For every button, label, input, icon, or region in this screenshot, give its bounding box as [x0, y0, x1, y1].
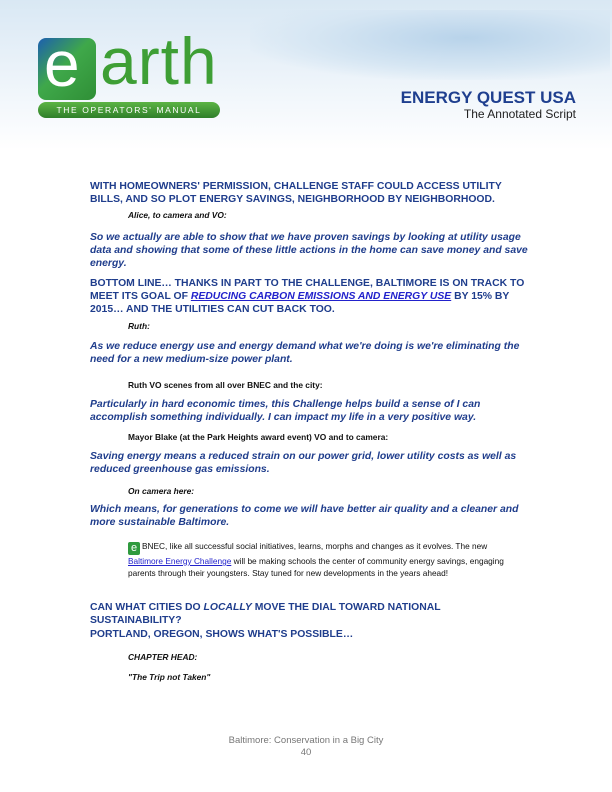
baltimore-energy-challenge-link[interactable]: Baltimore Energy Challenge — [128, 556, 232, 566]
text: MOVE THE DIAL TOWARD NATIONAL SUSTAINABILITY? — [90, 602, 441, 626]
speaker-note: Mayor Blake (at the Park Heights award event) VO and to camera: — [128, 432, 389, 442]
speaker-note: Alice, to camera and VO: — [128, 210, 227, 220]
quote: As we reduce energy use and energy demand what we're doing is we're eliminating the need for a new medium-size power plant. — [90, 341, 520, 365]
doc-title: ENERGY QUEST USA — [400, 88, 576, 107]
speaker-note: "The Trip not Taken" — [128, 672, 211, 682]
sky-background — [250, 10, 610, 80]
page-number: 40 — [300, 747, 312, 758]
logo-e: e — [44, 28, 80, 100]
logo-word: arth — [100, 24, 218, 98]
doc-subtitle: The Annotated Script — [463, 107, 576, 121]
text: CAN WHAT CITIES DO — [90, 602, 204, 613]
text: BNEC, like all successful social initiatives, learns, morphs and changes as it evolves. The new — [142, 541, 488, 551]
logo-e-icon — [38, 28, 96, 100]
speaker-note: Ruth VO scenes from all over BNEC and the city: — [128, 380, 323, 390]
heading — [90, 277, 530, 316]
heading: WITH HOMEOWNERS' PERMISSION, CHALLENGE STAFF COULD ACCESS UTILITY BILLS, AND SO PLOT ENERGY SAVINGS, NEIGHBORHOOD BY NEIGHBORHOOD. — [90, 181, 502, 205]
earth-e-icon: e — [128, 542, 140, 555]
footer-chapter: Baltimore: Conservation in a Big City — [228, 735, 384, 746]
text: BY 15% BY 2015… AND THE UTILITIES CAN CUT BACK TOO. — [90, 291, 510, 315]
emissions-link[interactable]: REDUCING CARBON EMISSIONS AND ENERGY USE — [190, 291, 452, 302]
speaker-note: CHAPTER HEAD: — [128, 652, 198, 662]
quote: Which means, for generations to come we will have better air quality and a cleaner and more sustainable Baltimore. — [90, 504, 519, 528]
speaker-note: On camera here: — [128, 486, 195, 496]
heading — [90, 601, 530, 627]
logo-tagline: THE OPERATORS' MANUAL — [38, 102, 220, 118]
quote: Particularly in hard economic times, this Challenge helps build a sense of I can accomplish something individually. I can impact my life in a very positive way. — [90, 399, 481, 423]
text: BOTTOM LINE… THANKS IN PART TO THE CHALLENGE, BALTIMORE IS ON TRACK TO MEET ITS GOAL OF — [90, 278, 525, 302]
quote: So we actually are able to show that we have proven savings by looking at utility usage data and showing that some of these little actions in the home can save money and save energy. — [90, 232, 528, 269]
page-header — [0, 0, 612, 150]
annotation-note — [128, 540, 513, 579]
heading: PORTLAND, OREGON, SHOWS WHAT'S POSSIBLE… — [90, 629, 354, 640]
text: will be making schools the center of community energy savings, engaging parents through their youngsters. Stay tuned for new developments in the years ahead! — [128, 556, 504, 578]
text: LOCALLY — [203, 602, 252, 613]
speaker-note: Ruth: — [128, 321, 150, 331]
quote: Saving energy means a reduced strain on our power grid, lower utility costs as well as reduced greenhouse gas emissions. — [90, 451, 517, 475]
